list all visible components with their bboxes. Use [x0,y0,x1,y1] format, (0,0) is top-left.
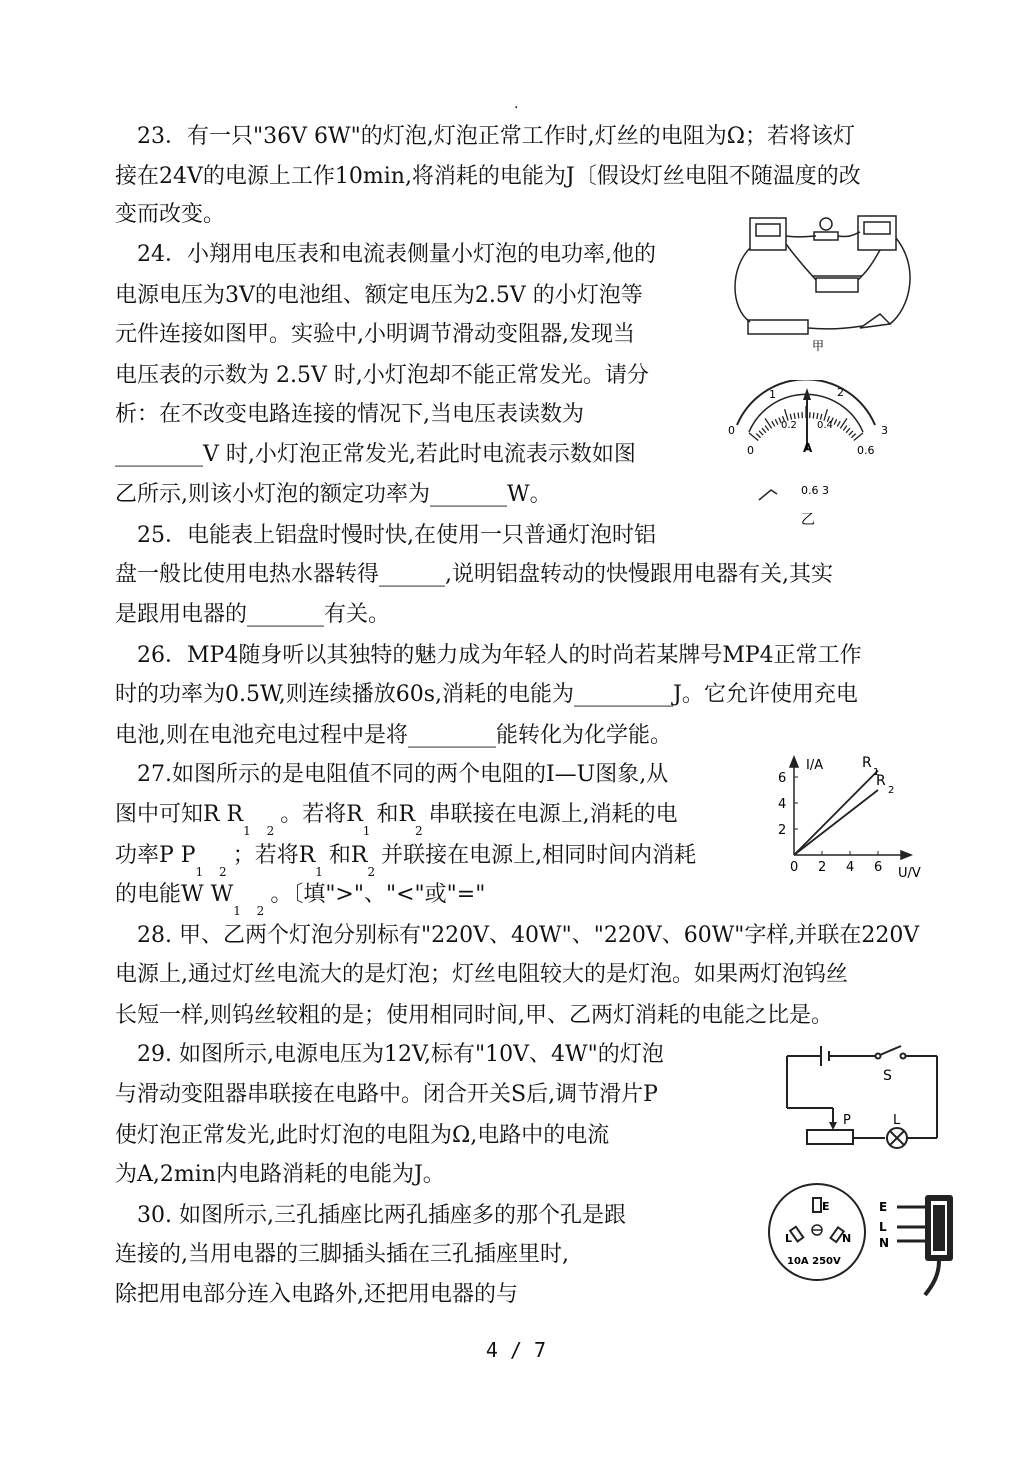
xtick-2: 2 [818,860,827,875]
three-pin-plug [875,1185,965,1300]
plug-cord [925,1261,939,1295]
label-p: P [843,1113,851,1128]
label-l: L [893,1113,901,1128]
battery-device [748,320,808,334]
r1-sub: 1 [873,767,880,778]
dial-tick [756,434,760,438]
switch-blade [880,1046,901,1055]
dial-tick [820,414,821,420]
plug-label-n: N [879,1236,890,1250]
graph-ylabel: I/A [806,758,824,773]
q24-line-7: 乙所示,则该小灯泡的额定功率为_______W。 [115,482,552,507]
dial-tick [765,426,769,431]
dial-tick [775,419,778,424]
q24-line-4: 电压表的示数为 2.5V 时,小灯泡却不能正常发光。请分 [115,363,649,388]
series-line-r1 [794,771,878,856]
scale-bottom-3: 0.6 [857,444,875,457]
q30-line-3: 除把用电部分连入电路外,还把用电器的与 [115,1282,518,1307]
dial-tick [785,409,788,420]
rheostat-device [816,278,858,292]
header-dot: . [514,96,519,112]
label-s: S [883,1068,892,1084]
q26-line-1: 26．MP4随身听以其独特的魅力成为年轻人的时尚若某牌号MP4正常工作 [137,643,862,668]
q23-line-3: 变而改变。 [115,202,226,227]
series-line-r2 [794,790,878,855]
q24-line-3: 元件连接如图甲。实验中,小明调节滑动变阻器,发现当 [115,322,635,347]
ytick-2: 2 [778,823,787,838]
xtick-6: 6 [874,860,883,875]
graph-lines [794,771,878,856]
xtick-4: 4 [846,860,855,875]
q25-line-1: 25．电能表上铝盘时慢时快,在使用一只普通灯泡时铝 [137,523,656,548]
scale-top-2: 2 [837,386,844,399]
dial-tick [849,431,853,435]
q30-line-2: 连接的,当用电器的三脚插头插在三孔插座里时, [115,1242,569,1267]
q27-line-2: 图中可知R $R_{1 2}$。若将$R_1$和$R_2$串联接在电源上,消耗的电 [115,802,678,838]
socket-label-l: L [785,1232,793,1245]
scale-top-1: 1 [769,388,776,401]
dial-tick [759,431,763,435]
graph-xlabel: U/V [898,866,921,881]
socket-hole-e [813,1198,821,1212]
r1-label: R [862,755,872,771]
q24-line-6: ________V 时,小灯泡正常发光,若此时电流表示数如图 [115,442,636,467]
scale-top-0: 0 [728,424,735,437]
dial-tick [790,414,791,420]
xtick-0: 0 [790,860,799,875]
circuit-figure-jia [720,208,920,358]
slider-arrow [829,1122,837,1130]
dial-tick [794,413,795,419]
scale-bottom-2: 0.4 [817,420,833,431]
q29-line-2: 与滑动变阻器串联接在电路中。闭合开关S后,调节滑片P [115,1082,658,1107]
dial-tick [813,412,814,418]
page-number: 4 / 7 [485,1338,547,1362]
meter-terminal: 0.6 3 [801,484,829,497]
terminal-wire [759,490,777,500]
dial-tick [834,419,837,424]
iu-graph [770,755,940,885]
q29-line-1: 29. 如图所示,电源电压为12V,标有"10V、4W"的灯泡 [137,1042,664,1067]
dial-tick [851,434,855,438]
q24-line-2: 电源电压为3V的电池组、额定电压为2.5V 的小灯泡等 [115,283,643,308]
ytick-4: 4 [778,797,787,812]
socket-label-n: N [842,1232,852,1245]
q28-line-3: 长短一样,则钨丝较粗的是；使用相同时间,甲、乙两灯消耗的电能之比是。 [115,1003,833,1028]
q29-line-3: 使灯泡正常发光,此时灯泡的电阻为Ω,电路中的电流 [115,1123,610,1148]
dial-tick [817,413,818,419]
q24-line-1: 24．小翔用电压表和电流表侧量小灯泡的电功率,他的 [137,242,656,267]
q25-line-3: 是跟用电器的_______有关。 [115,602,391,627]
three-hole-socket [765,1180,870,1285]
q29-line-4: 为A,2min内电路消耗的电能为J。 [115,1162,445,1187]
q29-circuit [775,1040,945,1155]
socket-hole-l [790,1227,803,1242]
q24-line-5: 析：在不改变电路连接的情况下,当电压表读数为 [115,402,584,427]
q28-line-1: 28. 甲、乙两个灯泡分别标有"220V、40W"、"220V、60W"字样,并联在220V [137,923,920,948]
q27-line-3: 功率P $P_{1 2}$；若将$R_1$和$R_2$并联接在电源上,相同时间内消耗 [115,843,697,879]
q27-line-4: 的电能W $W_{1 2}$。〔填">"、"<"或"=" [115,882,486,918]
fig-yi-label: 乙 [801,512,815,528]
dial-tick [843,426,847,431]
dial-tick [824,409,827,420]
dial-tick [846,428,850,433]
plug-label-e: E [879,1200,888,1214]
dial-tick [798,412,799,418]
scale-top-3: 3 [881,424,888,437]
q23-line-2: 接在24V的电源上工作10min,将消耗的电能为J〔假设灯丝电阻不随温度的改 [115,164,861,189]
meter-unit: A [803,441,813,455]
plug-label-l: L [879,1220,887,1234]
dial-tick [837,421,840,426]
q28-line-2: 电源上,通过灯丝电流大的是灯泡；灯丝电阻较大的是灯泡。如果两灯泡钨丝 [115,962,848,987]
q26-line-2: 时的功率为0.5W,则连续播放60s,消耗的电能为_________J。它允许使用充电 [115,682,858,707]
dial-tick [762,428,766,433]
ammeter-dial-figure [725,380,895,530]
socket-label-e: E [822,1200,830,1213]
switch-device [860,314,890,328]
bulb-device [820,218,832,230]
q27-line-1: 27.如图所示的是电阻值不同的两个电阻的I—U图象,从 [137,762,669,787]
q30-line-1: 30. 如图所示,三孔插座比两孔插座多的那个孔是跟 [137,1203,626,1228]
rheostat [807,1130,853,1144]
socket-rating: 10A 250V [787,1256,841,1267]
q23-line-1: 23．有一只"36V 6W"的灯泡,灯泡正常工作时,灯丝的电阻为Ω；若将该灯 [137,124,855,149]
r2-sub: 2 [888,785,895,796]
scale-bottom-0: 0 [747,444,754,457]
dial-tick [772,421,775,426]
r2-label: R [876,773,886,789]
scale-bottom-1: 0.2 [781,420,797,431]
q25-line-2: 盘一般比使用电热水器转得______,说明铝盘转动的快慢跟用电器有关,其实 [115,562,833,587]
ytick-6: 6 [778,771,787,786]
fig-jia-label: 甲 [812,339,825,353]
q26-line-3: 电池,则在电池充电过程中是将________能转化为化学能。 [115,723,672,748]
